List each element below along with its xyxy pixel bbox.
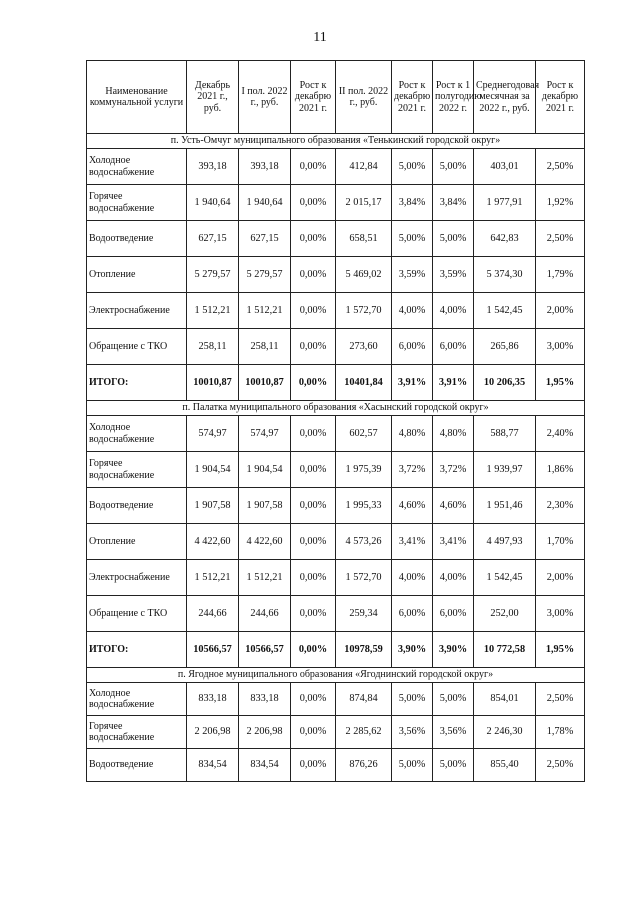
value-cell: 3,56%: [433, 716, 474, 749]
value-cell: 3,41%: [392, 524, 433, 560]
value-cell: 3,00%: [536, 596, 585, 632]
value-cell: 574,97: [239, 416, 291, 452]
value-cell: 4,00%: [433, 293, 474, 329]
value-cell: 1,86%: [536, 452, 585, 488]
value-cell: 1 512,21: [187, 560, 239, 596]
section-title: п. Палатка муниципального образования «Хасынский городской округ»: [87, 401, 585, 416]
value-cell: 5,00%: [433, 683, 474, 716]
total-value-cell: 10 206,35: [474, 365, 536, 401]
value-cell: 0,00%: [291, 221, 336, 257]
table-row: [87, 596, 585, 632]
value-cell: 642,83: [474, 221, 536, 257]
value-cell: 0,00%: [291, 683, 336, 716]
value-cell: 252,00: [474, 596, 536, 632]
value-cell: 2,50%: [536, 683, 585, 716]
value-cell: 3,84%: [392, 185, 433, 221]
value-cell: 2,50%: [536, 749, 585, 782]
value-cell: 0,00%: [291, 452, 336, 488]
service-name-cell: Водоотведение: [87, 488, 187, 524]
value-cell: 0,00%: [291, 149, 336, 185]
value-cell: 258,11: [239, 329, 291, 365]
service-name-cell: Холодное водоснабжение: [87, 683, 187, 716]
value-cell: 833,18: [239, 683, 291, 716]
total-value-cell: 10401,84: [336, 365, 392, 401]
value-cell: 833,18: [187, 683, 239, 716]
value-cell: 3,84%: [433, 185, 474, 221]
value-cell: 1 907,58: [187, 488, 239, 524]
total-value-cell: 3,90%: [433, 632, 474, 668]
total-value-cell: 10566,57: [239, 632, 291, 668]
value-cell: 2,50%: [536, 221, 585, 257]
value-cell: 1 572,70: [336, 560, 392, 596]
column-header: Рост к декабрю 2021 г.: [392, 61, 433, 134]
value-cell: 6,00%: [392, 596, 433, 632]
service-name-cell: Электроснабжение: [87, 560, 187, 596]
column-header: Наименование коммунальной услуги: [87, 61, 187, 134]
table-row: [87, 185, 585, 221]
tariff-table: [86, 60, 585, 782]
service-name-cell: Обращение с ТКО: [87, 329, 187, 365]
total-value-cell: 10978,59: [336, 632, 392, 668]
service-name-cell: Водоотведение: [87, 749, 187, 782]
value-cell: 4 422,60: [187, 524, 239, 560]
value-cell: 393,18: [187, 149, 239, 185]
section-title: п. Ягодное муниципального образования «Ягоднинский городской округ»: [87, 668, 585, 683]
value-cell: 5,00%: [392, 149, 433, 185]
value-cell: 0,00%: [291, 749, 336, 782]
total-value-cell: 10010,87: [187, 365, 239, 401]
value-cell: 0,00%: [291, 329, 336, 365]
value-cell: 1 542,45: [474, 293, 536, 329]
value-cell: 1 542,45: [474, 560, 536, 596]
service-name-cell: Обращение с ТКО: [87, 596, 187, 632]
value-cell: 588,77: [474, 416, 536, 452]
table-row: [87, 716, 585, 749]
value-cell: 2 285,62: [336, 716, 392, 749]
value-cell: 5 374,30: [474, 257, 536, 293]
total-label-cell: ИТОГО:: [87, 632, 187, 668]
value-cell: 4,80%: [433, 416, 474, 452]
value-cell: 259,34: [336, 596, 392, 632]
page-number: 11: [313, 30, 327, 45]
value-cell: 273,60: [336, 329, 392, 365]
table-header-row: [87, 61, 585, 134]
table-row: [87, 524, 585, 560]
value-cell: 4 422,60: [239, 524, 291, 560]
value-cell: 1 572,70: [336, 293, 392, 329]
value-cell: 0,00%: [291, 416, 336, 452]
value-cell: 1 951,46: [474, 488, 536, 524]
value-cell: 5,00%: [433, 749, 474, 782]
service-name-cell: Горячее водоснабжение: [87, 716, 187, 749]
value-cell: 5,00%: [392, 749, 433, 782]
total-label-cell: ИТОГО:: [87, 365, 187, 401]
total-value-cell: 0,00%: [291, 632, 336, 668]
value-cell: 874,84: [336, 683, 392, 716]
total-value-cell: 0,00%: [291, 365, 336, 401]
value-cell: 876,26: [336, 749, 392, 782]
value-cell: 5,00%: [392, 683, 433, 716]
section-header-row: [87, 134, 585, 149]
value-cell: 1 512,21: [239, 293, 291, 329]
total-row: [87, 365, 585, 401]
value-cell: 4 573,26: [336, 524, 392, 560]
value-cell: 4,60%: [433, 488, 474, 524]
value-cell: 1,92%: [536, 185, 585, 221]
value-cell: 2,30%: [536, 488, 585, 524]
value-cell: 2,00%: [536, 560, 585, 596]
value-cell: 265,86: [474, 329, 536, 365]
value-cell: 0,00%: [291, 185, 336, 221]
total-value-cell: 10 772,58: [474, 632, 536, 668]
table-row: [87, 560, 585, 596]
table-row: [87, 416, 585, 452]
value-cell: 3,56%: [392, 716, 433, 749]
value-cell: 1,79%: [536, 257, 585, 293]
value-cell: 2 246,30: [474, 716, 536, 749]
service-name-cell: Отопление: [87, 257, 187, 293]
section-header-row: [87, 401, 585, 416]
total-value-cell: 10010,87: [239, 365, 291, 401]
value-cell: 1 977,91: [474, 185, 536, 221]
value-cell: 4,60%: [392, 488, 433, 524]
value-cell: 1 512,21: [187, 293, 239, 329]
value-cell: 1 904,54: [187, 452, 239, 488]
value-cell: 6,00%: [392, 329, 433, 365]
value-cell: 854,01: [474, 683, 536, 716]
value-cell: 834,54: [187, 749, 239, 782]
value-cell: 3,59%: [392, 257, 433, 293]
column-header: II пол. 2022 г., руб.: [336, 61, 392, 134]
column-header: Рост к декабрю 2021 г.: [291, 61, 336, 134]
column-header: Декабрь 2021 г., руб.: [187, 61, 239, 134]
service-name-cell: Холодное водоснабжение: [87, 149, 187, 185]
value-cell: 4,00%: [433, 560, 474, 596]
value-cell: 627,15: [239, 221, 291, 257]
value-cell: 0,00%: [291, 257, 336, 293]
table-row: [87, 683, 585, 716]
table-body: [87, 134, 585, 782]
value-cell: 1 975,39: [336, 452, 392, 488]
service-name-cell: Горячее водоснабжение: [87, 452, 187, 488]
value-cell: 5,00%: [392, 221, 433, 257]
value-cell: 1 940,64: [239, 185, 291, 221]
value-cell: 1 940,64: [187, 185, 239, 221]
value-cell: 0,00%: [291, 716, 336, 749]
value-cell: 3,00%: [536, 329, 585, 365]
value-cell: 0,00%: [291, 488, 336, 524]
value-cell: 1,70%: [536, 524, 585, 560]
value-cell: 5 279,57: [239, 257, 291, 293]
total-value-cell: 3,91%: [392, 365, 433, 401]
value-cell: 1 907,58: [239, 488, 291, 524]
value-cell: 658,51: [336, 221, 392, 257]
value-cell: 6,00%: [433, 596, 474, 632]
value-cell: 393,18: [239, 149, 291, 185]
value-cell: 574,97: [187, 416, 239, 452]
value-cell: 2 015,17: [336, 185, 392, 221]
value-cell: 2 206,98: [187, 716, 239, 749]
table-row: [87, 452, 585, 488]
service-name-cell: Горячее водоснабжение: [87, 185, 187, 221]
value-cell: 6,00%: [433, 329, 474, 365]
value-cell: 1,78%: [536, 716, 585, 749]
service-name-cell: Электроснабжение: [87, 293, 187, 329]
table-row: [87, 293, 585, 329]
value-cell: 5 469,02: [336, 257, 392, 293]
value-cell: 412,84: [336, 149, 392, 185]
value-cell: 855,40: [474, 749, 536, 782]
table-row: [87, 221, 585, 257]
value-cell: 1 904,54: [239, 452, 291, 488]
table-row: [87, 257, 585, 293]
total-row: [87, 632, 585, 668]
value-cell: 3,41%: [433, 524, 474, 560]
value-cell: 0,00%: [291, 293, 336, 329]
value-cell: 834,54: [239, 749, 291, 782]
value-cell: 403,01: [474, 149, 536, 185]
total-value-cell: 1,95%: [536, 632, 585, 668]
value-cell: 1 995,33: [336, 488, 392, 524]
value-cell: 0,00%: [291, 596, 336, 632]
table-row: [87, 488, 585, 524]
value-cell: 3,72%: [433, 452, 474, 488]
value-cell: 4,00%: [392, 560, 433, 596]
value-cell: 5 279,57: [187, 257, 239, 293]
service-name-cell: Водоотведение: [87, 221, 187, 257]
service-name-cell: Отопление: [87, 524, 187, 560]
column-header: Рост к 1 полугодию 2022 г.: [433, 61, 474, 134]
value-cell: 602,57: [336, 416, 392, 452]
value-cell: 5,00%: [433, 221, 474, 257]
value-cell: 627,15: [187, 221, 239, 257]
value-cell: 1 939,97: [474, 452, 536, 488]
section-title: п. Усть-Омчуг муниципального образования «Тенькинский городской округ»: [87, 134, 585, 149]
table-row: [87, 749, 585, 782]
value-cell: 3,59%: [433, 257, 474, 293]
value-cell: 0,00%: [291, 560, 336, 596]
column-header: I пол. 2022 г., руб.: [239, 61, 291, 134]
table-row: [87, 149, 585, 185]
value-cell: 2,40%: [536, 416, 585, 452]
total-value-cell: 1,95%: [536, 365, 585, 401]
total-value-cell: 10566,57: [187, 632, 239, 668]
value-cell: 4,00%: [392, 293, 433, 329]
value-cell: 2,50%: [536, 149, 585, 185]
value-cell: 2,00%: [536, 293, 585, 329]
total-value-cell: 3,90%: [392, 632, 433, 668]
value-cell: 4,80%: [392, 416, 433, 452]
value-cell: 1 512,21: [239, 560, 291, 596]
column-header: Рост к декабрю 2021 г.: [536, 61, 585, 134]
column-header: Среднегодовая месячная за 2022 г., руб.: [474, 61, 536, 134]
value-cell: 5,00%: [433, 149, 474, 185]
value-cell: 244,66: [187, 596, 239, 632]
section-header-row: [87, 668, 585, 683]
value-cell: 4 497,93: [474, 524, 536, 560]
value-cell: 2 206,98: [239, 716, 291, 749]
value-cell: 3,72%: [392, 452, 433, 488]
total-value-cell: 3,91%: [433, 365, 474, 401]
service-name-cell: Холодное водоснабжение: [87, 416, 187, 452]
table-row: [87, 329, 585, 365]
value-cell: 244,66: [239, 596, 291, 632]
value-cell: 0,00%: [291, 524, 336, 560]
value-cell: 258,11: [187, 329, 239, 365]
